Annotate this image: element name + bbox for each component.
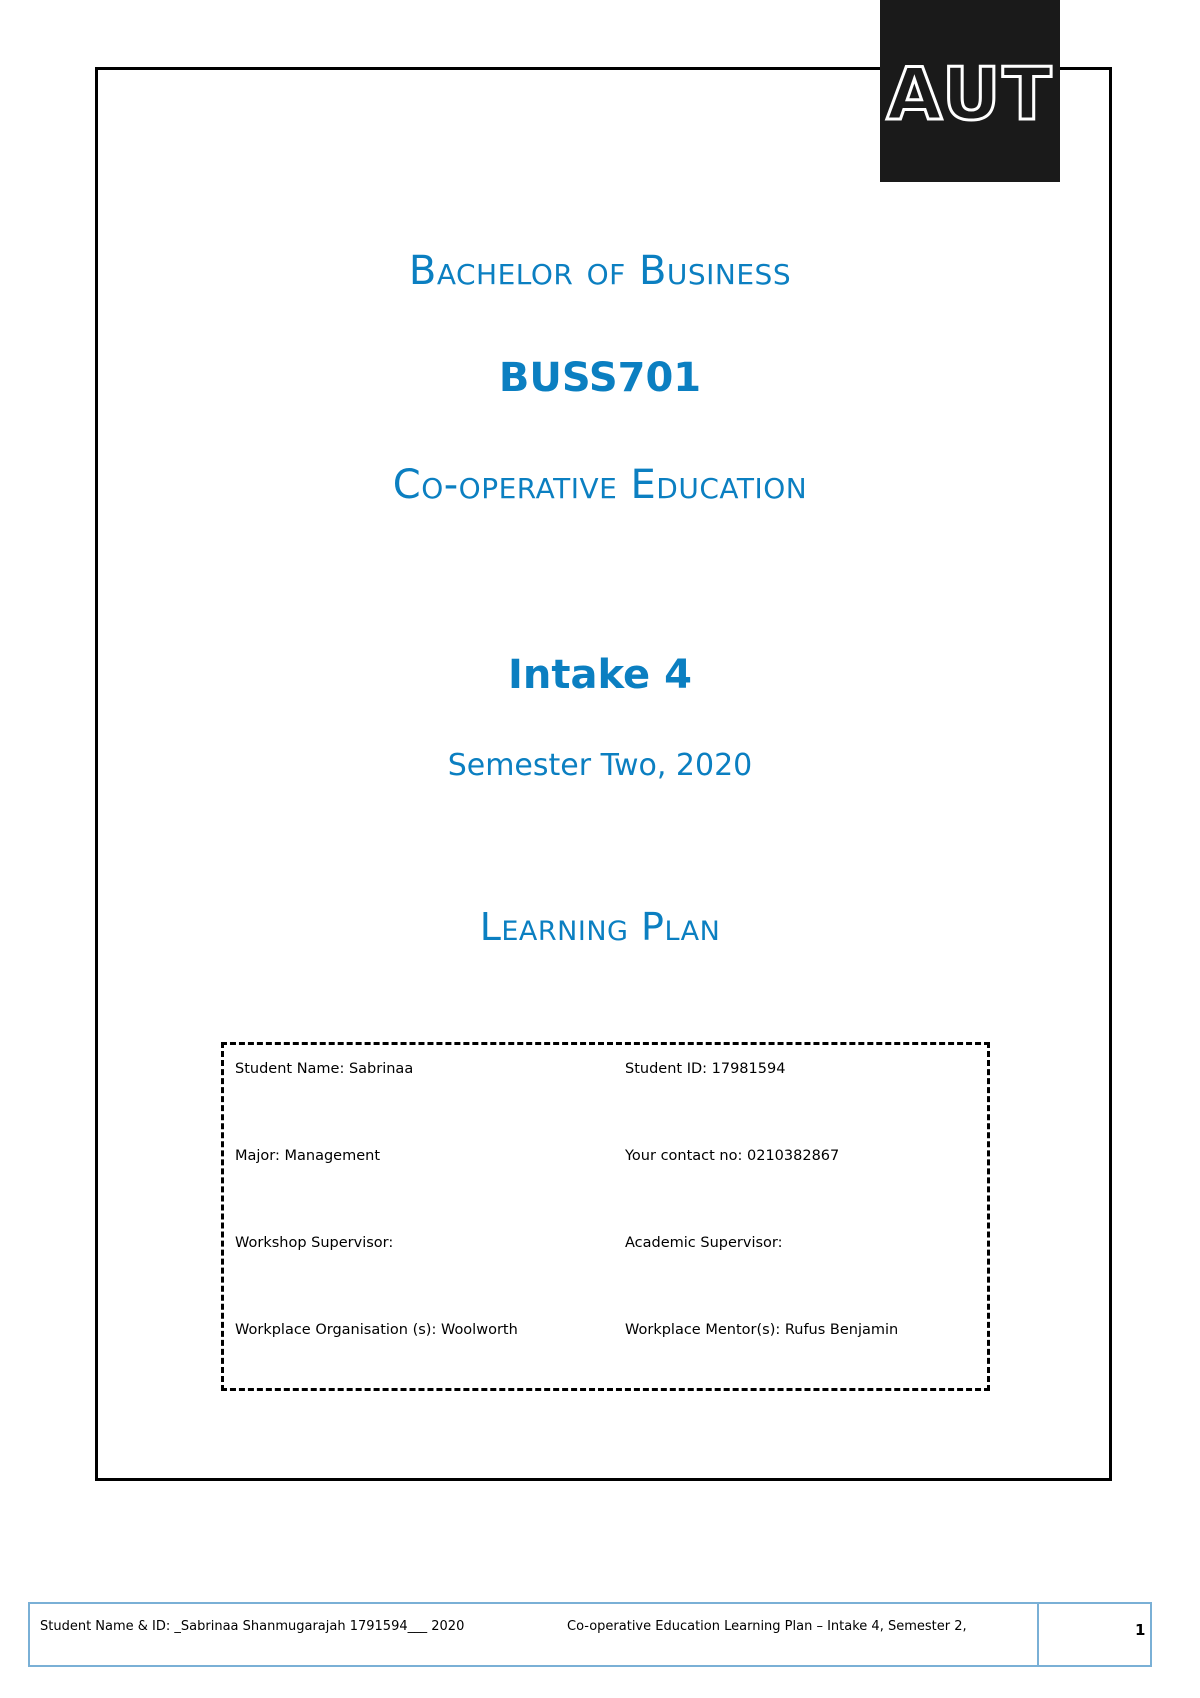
page-number: 1	[1135, 1621, 1146, 1639]
major-field: Major: Management	[235, 1148, 381, 1164]
workshop-supervisor-field: Workshop Supervisor:	[235, 1235, 394, 1251]
student-name-field: Student Name: Sabrinaa	[235, 1061, 414, 1077]
page-footer	[28, 1602, 1152, 1667]
course-code: BUSS701	[498, 355, 702, 401]
footer-document-info: Co-operative Education Learning Plan – Intake 4, Semester 2,	[567, 1619, 967, 1634]
document-title: Learning Plan	[479, 905, 721, 949]
contact-no-field: Your contact no: 0210382867	[625, 1148, 840, 1164]
student-id-field: Student ID: 17981594	[625, 1061, 786, 1077]
footer-divider	[1037, 1604, 1039, 1665]
student-info-box	[221, 1042, 990, 1391]
course-name: Co-operative Education	[392, 462, 808, 508]
intake-label: Intake 4	[508, 652, 692, 698]
workplace-organisation-field: Workplace Organisation (s): Woolworth	[235, 1322, 518, 1338]
academic-supervisor-field: Academic Supervisor:	[625, 1235, 783, 1251]
program-title: Bachelor of Business	[408, 248, 792, 294]
footer-student-name-id: Student Name & ID: _Sabrinaa Shanmugarajah 1791594___ 2020	[40, 1619, 465, 1634]
semester-label: Semester Two, 2020	[447, 748, 753, 783]
aut-logo	[880, 0, 1060, 182]
logo-text: AUT	[886, 52, 1054, 136]
workplace-mentor-field: Workplace Mentor(s): Rufus Benjamin	[625, 1322, 899, 1338]
